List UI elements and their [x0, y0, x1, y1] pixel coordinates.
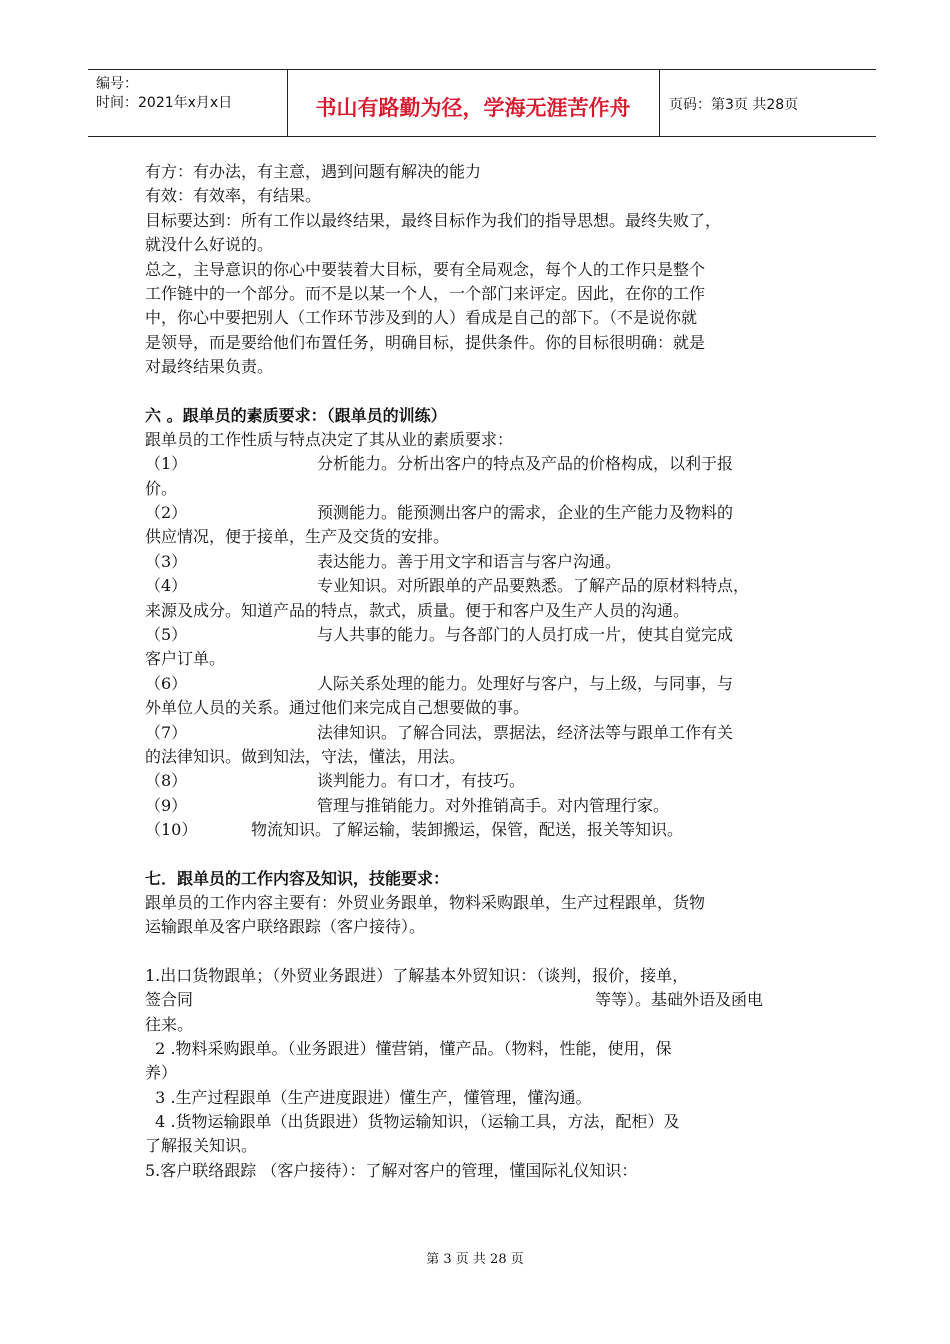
item-number: （1）: [145, 454, 188, 474]
section-7-intro: 运输跟单及客户联络跟踪（客户接待）。: [145, 917, 426, 937]
list-item-continuation: 外单位人员的关系。通过他们来完成自己想要做的事。: [145, 698, 530, 718]
paragraph-2-line: 2 .物料采购跟单。（业务跟进）懂营销，懂产品。（物料，性能，使用，保: [145, 1038, 672, 1058]
list-item: [145, 550, 825, 574]
paragraph-2-line: 养）: [145, 1063, 178, 1083]
list-item: [145, 769, 825, 793]
page-footer: 第 3 页 共 28 页: [426, 1252, 524, 1267]
header-info-cell: [88, 70, 288, 136]
item-number: （2）: [145, 503, 188, 523]
body-line: 工作链中的一个部分。而不是以某一个人，一个部门来评定。因此，在你的工作: [145, 283, 706, 303]
item-text: 预测能力。能预测出客户的需求，企业的生产能力及物料的: [317, 503, 734, 523]
section-7-heading: 七．跟单员的工作内容及知识，技能要求：: [145, 868, 450, 888]
item-text: 人际关系处理的能力。处理好与客户，与上级，与同事，与: [317, 673, 734, 693]
body-line: 中，你心中要把别人（工作环节涉及到的人）看成是自己的部下。（不是说你就: [145, 308, 698, 328]
paragraph-1-fragment: 签合同: [145, 990, 194, 1010]
item-number: （3）: [145, 551, 188, 571]
motto: 书山有路勤为径，学海无涯苦作舟: [315, 96, 631, 120]
header-motto-cell: [287, 70, 660, 136]
paragraph-4-line: 4 .货物运输跟单（出货跟进）货物运输知识，（运输工具，方法，配柜）及: [145, 1112, 680, 1132]
date-line: 时间：2021年x月x日: [96, 95, 233, 111]
list-item: [145, 501, 825, 525]
item-number: （10）: [145, 820, 198, 840]
list-item: [145, 818, 825, 842]
item-number: （9）: [145, 795, 188, 815]
header-page-number: 页码：第3页 共28页: [669, 97, 799, 113]
list-item-continuation: 客户订单。: [145, 649, 226, 669]
item-text: 物流知识。了解运输，装卸搬运，保管，配送，报关等知识。: [251, 820, 684, 840]
item-text: 管理与推销能力。对外推销高手。对内管理行家。: [317, 795, 670, 815]
body-line: 是领导，而是要给他们布置任务，明确目标，提供条件。你的目标很明确：就是: [145, 332, 706, 352]
list-item-continuation: 价。: [145, 478, 178, 498]
document-header: [88, 69, 876, 137]
item-text: 专业知识。对所跟单的产品要熟悉。了解产品的原材料特点，: [317, 576, 750, 596]
item-text: 谈判能力。有口才，有技巧。: [317, 771, 526, 791]
body-line: 有方：有办法，有主意，遇到问题有解决的能力: [145, 162, 482, 181]
list-item: [145, 623, 825, 647]
list-item-continuation: 的法律知识。做到知法，守法，懂法，用法。: [145, 746, 466, 766]
list-item-continuation: 供应情况，便于接单，生产及交货的安排。: [145, 527, 450, 547]
item-text: 分析能力。分析出客户的特点及产品的价格构成，以利于报: [317, 454, 734, 474]
item-text: 法律知识。了解合同法，票据法，经济法等与跟单工作有关: [317, 722, 734, 742]
body-line: 对最终结果负责。: [145, 357, 274, 377]
item-number: （5）: [145, 625, 188, 645]
list-item: [145, 452, 825, 476]
section-6-intro: 跟单员的工作性质与特点决定了其从业的素质要求：: [145, 429, 514, 449]
section-6-heading: 六 。跟单员的素质要求：（跟单员的训练）: [145, 405, 447, 425]
item-number: （8）: [145, 771, 188, 791]
list-item: [145, 721, 825, 745]
paragraph-1-fragment: 等等）。基础外语及函电: [595, 990, 764, 1010]
body-line: 有效：有效率，有结果。: [145, 186, 322, 206]
paragraph-1-line: [145, 988, 825, 1012]
list-item: [145, 574, 825, 598]
document-body: [145, 160, 825, 1183]
header-page-cell: [659, 70, 876, 136]
body-line: 就没什么好说的。: [145, 235, 274, 255]
item-text: 与人共事的能力。与各部门的人员打成一片，使其自觉完成: [317, 625, 734, 645]
section-7-intro: 跟单员的工作内容主要有：外贸业务跟单，物料采购跟单，生产过程跟单，货物: [145, 892, 706, 912]
paragraph-3-line: 3 .生产过程跟单（生产进度跟进）懂生产，懂管理，懂沟通。: [145, 1087, 592, 1107]
paragraph-5-line: 5.客户联络跟踪 （客户接待）：了解对客户的管理，懂国际礼仪知识：: [145, 1160, 638, 1180]
body-line: 目标要达到：所有工作以最终结果，最终目标作为我们的指导思想。最终失败了，: [145, 210, 722, 230]
item-text: 表达能力。善于用文字和语言与客户沟通。: [317, 551, 622, 571]
paragraph-4-line: 了解报关知识。: [145, 1136, 258, 1156]
item-number: （6）: [145, 673, 188, 693]
item-number: （7）: [145, 722, 188, 742]
list-item-continuation: 来源及成分。知道产品的特点，款式，质量。便于和客户及生产人员的沟通。: [145, 600, 690, 620]
serial-label: 编号：: [96, 76, 138, 92]
body-line: 总之，主导意识的你心中要装着大目标，要有全局观念，每个人的工作只是整个: [145, 259, 706, 279]
item-number: （4）: [145, 576, 188, 596]
list-item: [145, 794, 825, 818]
paragraph-1-line: 往来。: [145, 1014, 194, 1034]
paragraph-1-line: 1.出口货物跟单；（外贸业务跟进）了解基本外贸知识：（谈判，报价，接单，: [145, 965, 689, 985]
list-item: [145, 672, 825, 696]
